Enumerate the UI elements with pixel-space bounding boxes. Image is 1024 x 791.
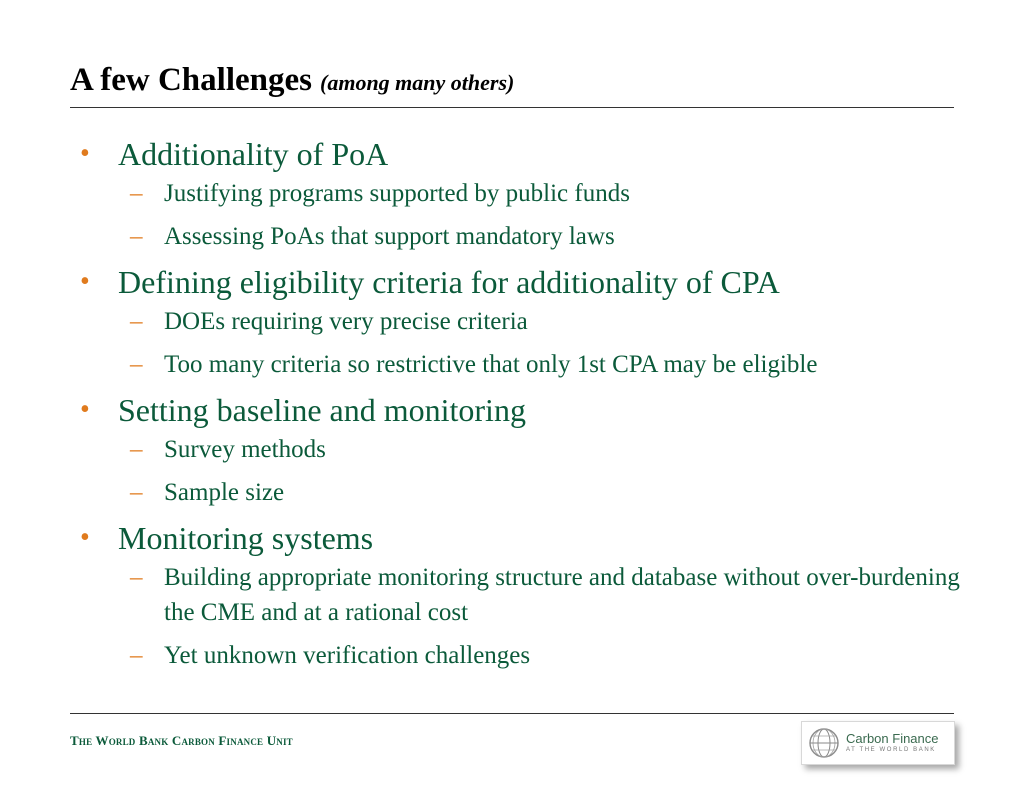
sub-item xyxy=(80,304,960,339)
bullet-marker: • xyxy=(80,138,90,169)
sub-text: Assessing PoAs that support mandatory laws xyxy=(164,223,615,250)
bullet-item xyxy=(80,262,960,302)
sub-item xyxy=(80,176,960,211)
logo-line-2: AT THE WORLD BANK xyxy=(846,746,936,753)
sub-item xyxy=(80,219,960,254)
logo-line-1: Carbon Finance xyxy=(846,730,939,746)
sub-marker: – xyxy=(130,180,143,207)
bullet-list xyxy=(80,134,960,681)
bullet-text: Additionality of PoA xyxy=(118,136,389,172)
bullet-text: Defining eligibility criteria for additionality of CPA xyxy=(118,264,780,300)
sub-item xyxy=(80,475,960,510)
sub-text: DOEs requiring very precise criteria xyxy=(164,308,528,335)
sub-marker: – xyxy=(130,351,143,378)
bullet-item xyxy=(80,390,960,430)
bullet-marker: • xyxy=(80,394,90,425)
slide-title: A few Challenges xyxy=(70,62,312,98)
bullet-marker: • xyxy=(80,522,90,553)
sub-text: Yet unknown verification challenges xyxy=(164,642,531,669)
sub-text: Too many criteria so restrictive that only 1st CPA may be eligible xyxy=(164,351,818,378)
sub-list xyxy=(80,304,960,382)
sub-item xyxy=(80,347,960,382)
bullet-item xyxy=(80,518,960,558)
sub-text: Building appropriate monitoring structure and database without over-burdening the CME and at a rational cost xyxy=(164,564,960,626)
sub-list xyxy=(80,560,960,673)
bullet-text: Monitoring systems xyxy=(118,520,374,556)
title-divider xyxy=(70,107,954,108)
sub-item xyxy=(80,560,960,630)
bullet-marker: • xyxy=(80,266,90,297)
sub-marker: – xyxy=(130,308,143,335)
sub-text: Sample size xyxy=(164,479,285,506)
sub-text: Survey methods xyxy=(164,436,326,463)
slide-title-row xyxy=(70,62,960,99)
sub-marker: – xyxy=(130,436,143,463)
sub-item xyxy=(80,432,960,467)
sub-text: Justifying programs supported by public funds xyxy=(164,180,630,207)
slide-subtitle: (among many others) xyxy=(320,70,515,95)
sub-item xyxy=(80,638,960,673)
sub-marker: – xyxy=(130,642,143,669)
footer-organization: The World Bank Carbon Finance Unit xyxy=(70,733,293,748)
sub-marker: – xyxy=(130,564,143,591)
sub-list xyxy=(80,176,960,254)
footer-divider xyxy=(70,713,954,714)
logo-text xyxy=(846,732,939,755)
bullet-item xyxy=(80,134,960,174)
sub-marker: – xyxy=(130,479,143,506)
sub-marker: – xyxy=(130,223,143,250)
sub-list xyxy=(80,432,960,510)
bullet-text: Setting baseline and monitoring xyxy=(118,392,526,428)
carbon-finance-logo xyxy=(801,721,955,765)
globe-icon xyxy=(808,727,840,759)
